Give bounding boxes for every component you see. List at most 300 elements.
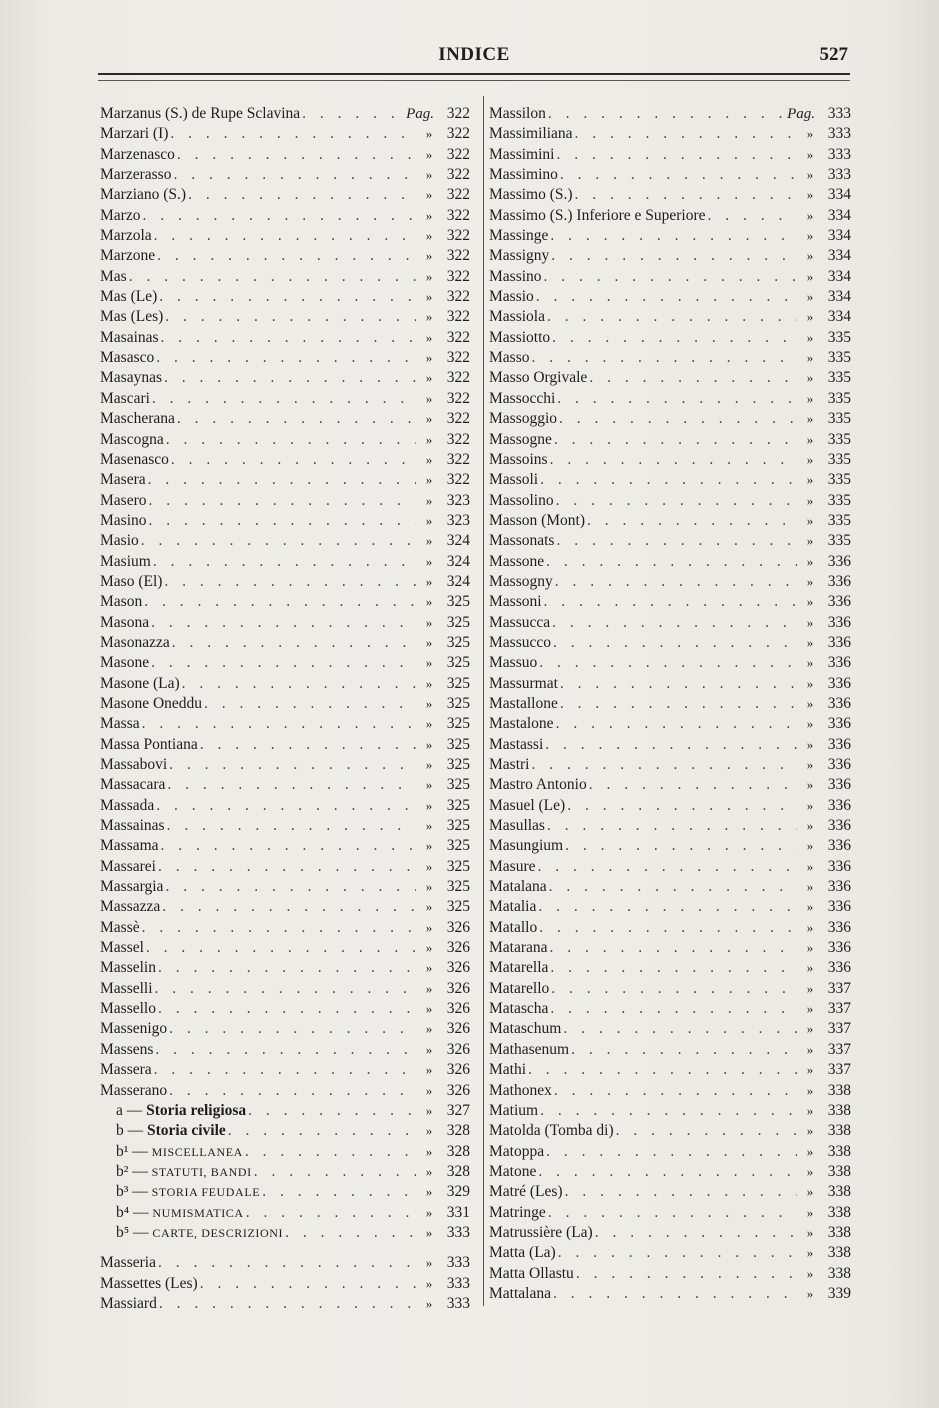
entry-page: 336 — [827, 878, 851, 896]
page-mark: » — [806, 655, 814, 671]
subentry-prefix: b² — — [116, 1162, 152, 1180]
dot-leader — [200, 1274, 416, 1294]
entry-name: Massiard — [100, 1294, 157, 1312]
dot-leader — [576, 1264, 797, 1284]
entry-page: 335 — [827, 410, 851, 428]
page-mark: » — [425, 879, 433, 895]
entry-name: Masselli — [100, 979, 153, 997]
entry-name: Massio — [489, 288, 534, 306]
entry-page: 324 — [446, 572, 470, 590]
page-mark: » — [806, 1102, 814, 1118]
index-entry — [489, 267, 851, 287]
subentry-prefix: b — — [116, 1122, 147, 1140]
entry-name: Matoppa — [489, 1142, 545, 1160]
index-entry — [489, 1081, 851, 1101]
entry-page: 322 — [446, 328, 470, 346]
page-mark: » — [425, 167, 433, 183]
entry-page: 335 — [827, 369, 851, 387]
dot-leader — [567, 796, 797, 816]
entry-page: 325 — [446, 674, 470, 692]
entry-name: Maso (El) — [100, 572, 163, 590]
page-mark: » — [425, 736, 433, 752]
entry-page: 329 — [446, 1183, 470, 1201]
entry-name: Massainas — [100, 817, 165, 835]
page-mark: » — [806, 858, 814, 874]
index-entry — [100, 714, 470, 734]
entry-page: 323 — [446, 491, 470, 509]
entry-page: 326 — [446, 1061, 470, 1079]
entry-name: Masera — [100, 471, 146, 489]
index-subentry — [100, 1162, 470, 1182]
entry-name: Matalia — [489, 898, 537, 916]
dot-leader — [565, 1182, 797, 1202]
index-entry — [489, 1223, 851, 1243]
dot-leader — [550, 226, 797, 246]
page-mark: » — [425, 919, 433, 935]
subentry-title: STATUTI, BANDI — [151, 1164, 252, 1179]
subentry-prefix: b⁵ — — [116, 1223, 153, 1241]
index-entry — [489, 592, 851, 612]
dot-leader — [560, 674, 797, 694]
dot-leader — [159, 287, 416, 307]
dot-leader — [565, 836, 797, 856]
page-mark: » — [425, 695, 433, 711]
entry-page: 322 — [446, 389, 470, 407]
dot-leader — [148, 470, 416, 490]
dot-leader — [560, 165, 797, 185]
dot-leader — [155, 979, 416, 999]
page-mark: » — [425, 1295, 433, 1311]
index-entry — [100, 999, 470, 1019]
index-entry — [100, 613, 470, 633]
entry-page: 334 — [827, 227, 851, 245]
dot-leader — [159, 1294, 416, 1314]
entry-page: 322 — [446, 288, 470, 306]
dot-leader — [548, 104, 785, 124]
page-mark: » — [806, 329, 814, 345]
entry-name: Massa — [100, 715, 140, 733]
dot-leader — [177, 145, 416, 165]
entry-page: 322 — [446, 247, 470, 265]
subentry-title: NUMISMATICA — [152, 1205, 244, 1220]
dot-leader — [556, 145, 797, 165]
entry-page: 322 — [446, 308, 470, 326]
dot-leader — [558, 1243, 797, 1263]
index-entry — [489, 389, 851, 409]
index-entry — [100, 979, 470, 999]
dot-leader — [708, 206, 797, 226]
dot-leader — [155, 1040, 416, 1060]
page-mark: » — [806, 228, 814, 244]
page-mark: » — [806, 960, 814, 976]
entry-page: 334 — [827, 308, 851, 326]
entry-page: 324 — [446, 532, 470, 550]
page-mark: » — [425, 1021, 433, 1037]
index-entry — [489, 1101, 851, 1121]
entry-page: 326 — [446, 1040, 470, 1058]
index-entry — [489, 1182, 851, 1202]
entry-page: 336 — [827, 776, 851, 794]
dot-leader — [158, 999, 416, 1019]
dot-leader — [552, 613, 797, 633]
index-entry — [489, 246, 851, 266]
dot-leader — [557, 389, 797, 409]
entry-name: Massè — [100, 918, 140, 936]
dot-leader — [554, 430, 797, 450]
index-entry — [100, 267, 470, 287]
entry-name: Marzola — [100, 227, 152, 245]
entry-name: Massel — [100, 939, 144, 957]
page-mark: » — [425, 492, 433, 508]
page-header — [96, 44, 852, 70]
entry-name: Masserano — [100, 1081, 168, 1099]
index-entry — [489, 674, 851, 694]
entry-page: 328 — [446, 1142, 470, 1160]
index-entry — [489, 307, 851, 327]
dot-leader — [156, 348, 416, 368]
index-subentry — [100, 1121, 470, 1141]
entry-page: 325 — [446, 898, 470, 916]
page-mark: » — [425, 899, 433, 915]
index-entry — [100, 348, 470, 368]
entry-name: Massabovi — [100, 756, 168, 773]
page-mark: » — [425, 1143, 433, 1159]
page-mark: » — [806, 1123, 814, 1139]
index-entry — [489, 1284, 851, 1304]
page-mark: » — [806, 614, 814, 630]
subentry-prefix: b⁴ — — [116, 1203, 153, 1221]
entry-page: 334 — [827, 206, 851, 224]
index-entry — [489, 999, 851, 1019]
entry-page: 336 — [827, 674, 851, 692]
entry-page: 336 — [827, 857, 851, 875]
subentry-label — [100, 1223, 283, 1243]
entry-name: Mas (Le) — [100, 288, 158, 306]
entry-name: Massuo — [489, 654, 538, 672]
index-entry — [489, 531, 851, 551]
page-mark: » — [806, 350, 814, 366]
index-entry — [489, 409, 851, 429]
dot-leader — [146, 938, 416, 958]
dot-leader — [158, 1253, 416, 1273]
entry-name: Matringe — [489, 1203, 546, 1221]
entry-name: Matarello — [489, 979, 550, 997]
page-mark: » — [806, 411, 814, 427]
index-entry — [489, 918, 851, 938]
entry-page: 338 — [827, 1081, 851, 1099]
entry-page: 337 — [827, 979, 851, 997]
index-entry — [489, 958, 851, 978]
dot-leader — [546, 1142, 797, 1162]
page-mark: » — [425, 777, 433, 793]
dot-leader — [539, 918, 797, 938]
dot-leader — [556, 714, 797, 734]
entry-page: 338 — [827, 1122, 851, 1140]
page-mark: » — [806, 634, 814, 650]
index-entry — [489, 979, 851, 999]
entry-page: 335 — [827, 450, 851, 468]
entry-name: Massimino — [489, 166, 558, 184]
dot-leader — [551, 979, 797, 999]
index-entry — [100, 1274, 470, 1294]
entry-page: 336 — [827, 735, 851, 753]
page-mark: » — [425, 187, 433, 203]
page-title: INDICE — [438, 44, 510, 65]
entry-name: Massa Pontiana — [100, 735, 198, 753]
dot-leader — [161, 328, 416, 348]
index-entry — [100, 470, 470, 490]
page-mark: » — [425, 472, 433, 488]
dot-leader — [204, 694, 416, 714]
page-mark: » — [425, 370, 433, 386]
index-entry — [489, 1121, 851, 1141]
index-entry — [100, 307, 470, 327]
page-mark: » — [425, 553, 433, 569]
page-mark: » — [425, 594, 433, 610]
entry-name: Marzenasco — [100, 145, 175, 163]
page-mark: » — [425, 838, 433, 854]
entry-name: Masero — [100, 491, 147, 509]
entry-name: Massucco — [489, 633, 551, 651]
dot-leader — [167, 816, 416, 836]
page-mark: Pag. — [406, 106, 434, 122]
dot-leader — [544, 592, 797, 612]
index-entry — [100, 531, 470, 551]
entry-name: Mastro Antonio — [489, 776, 587, 794]
page-mark: » — [806, 1163, 814, 1179]
entry-page: 336 — [827, 918, 851, 936]
entry-name: Matallo — [489, 918, 538, 936]
entry-name: Massocchi — [489, 389, 556, 407]
index-entry — [100, 735, 470, 755]
entry-name: Matrussière (La) — [489, 1223, 593, 1241]
entry-page: 333 — [446, 1294, 470, 1312]
page-mark: » — [806, 187, 814, 203]
index-entry — [489, 775, 851, 795]
entry-page: 335 — [827, 430, 851, 448]
page-mark: » — [425, 390, 433, 406]
index-entry — [489, 613, 851, 633]
page-mark: » — [806, 736, 814, 752]
entry-page: 327 — [446, 1101, 470, 1119]
page-mark: » — [425, 289, 433, 305]
entry-name: Massargia — [100, 878, 164, 896]
entry-page: 326 — [446, 979, 470, 997]
entry-page: 336 — [827, 959, 851, 977]
entry-name: Masone (La) — [100, 674, 180, 692]
index-entry — [100, 1060, 470, 1080]
entry-page: 333 — [827, 145, 851, 163]
dot-leader — [166, 430, 416, 450]
entry-name: Massarei — [100, 857, 156, 875]
dot-leader — [531, 348, 797, 368]
index-entry — [100, 552, 470, 572]
page-mark: » — [806, 797, 814, 813]
page-mark: » — [425, 329, 433, 345]
page-mark: » — [425, 960, 433, 976]
index-entry — [489, 165, 851, 185]
entry-page: 336 — [827, 633, 851, 651]
dot-leader — [552, 328, 797, 348]
entry-name: Massoins — [489, 450, 548, 468]
entry-name: Mas (Les) — [100, 308, 164, 326]
header-rule-thick — [98, 73, 850, 75]
dot-leader — [254, 1162, 416, 1182]
page-mark: » — [806, 1143, 814, 1159]
dot-leader — [154, 226, 416, 246]
entry-page: 338 — [827, 1264, 851, 1282]
entry-page: 322 — [446, 206, 470, 224]
page-mark: » — [425, 573, 433, 589]
entry-page: 325 — [446, 735, 470, 753]
page-mark: » — [425, 228, 433, 244]
index-entry — [489, 694, 851, 714]
subentry-title: MISCELLANEA — [151, 1144, 243, 1159]
subentry-prefix: a — — [116, 1101, 147, 1119]
page-mark: » — [425, 1062, 433, 1078]
entry-page: 331 — [446, 1203, 470, 1221]
page-mark: » — [425, 248, 433, 264]
page-mark: » — [425, 634, 433, 650]
entry-page: 338 — [827, 1142, 851, 1160]
entry-page: 328 — [446, 1122, 470, 1140]
entry-name: Massogny — [489, 572, 553, 590]
entry-page: 336 — [827, 694, 851, 712]
index-entry — [100, 796, 470, 816]
index-entry — [100, 430, 470, 450]
dot-leader — [142, 918, 416, 938]
entry-page: 326 — [446, 1081, 470, 1099]
column-separator — [483, 96, 484, 1306]
entry-page: 337 — [827, 1000, 851, 1018]
entry-page: 325 — [446, 817, 470, 835]
page-mark: » — [425, 512, 433, 528]
index-entry — [100, 491, 470, 511]
index-entry — [100, 246, 470, 266]
index-entry — [100, 633, 470, 653]
index-entry — [489, 938, 851, 958]
index-entry — [100, 877, 470, 897]
entry-page: 336 — [827, 715, 851, 733]
entry-name: Mastri — [489, 756, 530, 773]
page-mark: » — [806, 126, 814, 142]
page-mark: » — [806, 675, 814, 691]
dot-leader — [162, 897, 416, 917]
dot-leader — [129, 267, 416, 287]
entry-page: 334 — [827, 247, 851, 265]
entry-name: Massimiliana — [489, 125, 573, 143]
dot-leader — [182, 674, 416, 694]
entry-page: 333 — [446, 1254, 470, 1272]
entry-name: Mascari — [100, 389, 150, 407]
page-mark: » — [806, 716, 814, 732]
page-mark: » — [806, 1021, 814, 1037]
entry-page: 335 — [827, 328, 851, 346]
dot-leader — [302, 104, 404, 124]
page-mark: » — [425, 146, 433, 162]
dot-leader — [547, 816, 797, 836]
entry-page: 335 — [827, 511, 851, 529]
entry-name: Matone — [489, 1162, 537, 1180]
dot-leader — [164, 572, 416, 592]
entry-name: Marzo — [100, 206, 141, 224]
entry-page: 326 — [446, 959, 470, 977]
dot-leader — [556, 531, 797, 551]
dot-leader — [538, 857, 798, 877]
entry-name: Masuel (Le) — [489, 796, 566, 814]
index-entry — [100, 206, 470, 226]
index-entry — [489, 1019, 851, 1039]
index-entry — [489, 511, 851, 531]
dot-leader — [540, 1101, 797, 1121]
page-mark: » — [425, 1255, 433, 1271]
index-entry — [100, 450, 470, 470]
entry-page: 326 — [446, 939, 470, 957]
entry-page: 322 — [446, 430, 470, 448]
entry-name: Masungium — [489, 837, 564, 855]
entry-name: Marzerasso — [100, 166, 172, 184]
page-mark: » — [425, 207, 433, 223]
entry-page: 336 — [827, 613, 851, 631]
index-entry — [100, 145, 470, 165]
dot-leader — [158, 857, 416, 877]
index-entry — [489, 1040, 851, 1060]
entry-page: 325 — [446, 633, 470, 651]
dot-leader — [228, 1121, 416, 1141]
page-mark: » — [425, 1041, 433, 1057]
entry-name: Masure — [489, 857, 536, 875]
index-entry — [489, 816, 851, 836]
page-mark: » — [806, 553, 814, 569]
index-entry — [489, 1264, 851, 1284]
dot-leader — [167, 775, 416, 795]
entry-name: Matré (Les) — [489, 1183, 563, 1201]
index-entry — [489, 714, 851, 734]
dot-leader — [153, 552, 416, 572]
entry-page: 337 — [827, 1020, 851, 1038]
entry-name: Massurmat — [489, 674, 558, 692]
entry-name: Masselin — [100, 959, 156, 977]
index-entry — [100, 1019, 470, 1039]
dot-leader — [556, 491, 797, 511]
entry-name: Massolino — [489, 491, 554, 509]
page-mark: » — [425, 818, 433, 834]
dot-leader — [550, 958, 797, 978]
entry-page: 333 — [827, 105, 851, 122]
entry-name: Massama — [100, 837, 159, 855]
page-mark: » — [806, 757, 814, 772]
dot-leader — [547, 307, 797, 327]
entry-page: 325 — [446, 715, 470, 733]
entry-page: 325 — [446, 613, 470, 631]
entry-name: Marzari (I) — [100, 125, 169, 143]
dot-leader — [156, 796, 416, 816]
page-mark: » — [425, 411, 433, 427]
dot-leader — [169, 1019, 416, 1039]
page-mark: » — [806, 818, 814, 834]
index-entry — [489, 1162, 851, 1182]
index-entry — [489, 633, 851, 653]
entry-page: 333 — [827, 125, 851, 143]
entry-page: 325 — [446, 878, 470, 896]
index-subentry — [100, 1223, 470, 1243]
index-entry — [489, 1060, 851, 1080]
index-entry — [100, 1294, 470, 1314]
page-mark: » — [425, 757, 433, 772]
index-entry — [100, 755, 470, 775]
entry-name: Massacara — [100, 776, 166, 794]
entry-name: Massoli — [489, 471, 539, 489]
